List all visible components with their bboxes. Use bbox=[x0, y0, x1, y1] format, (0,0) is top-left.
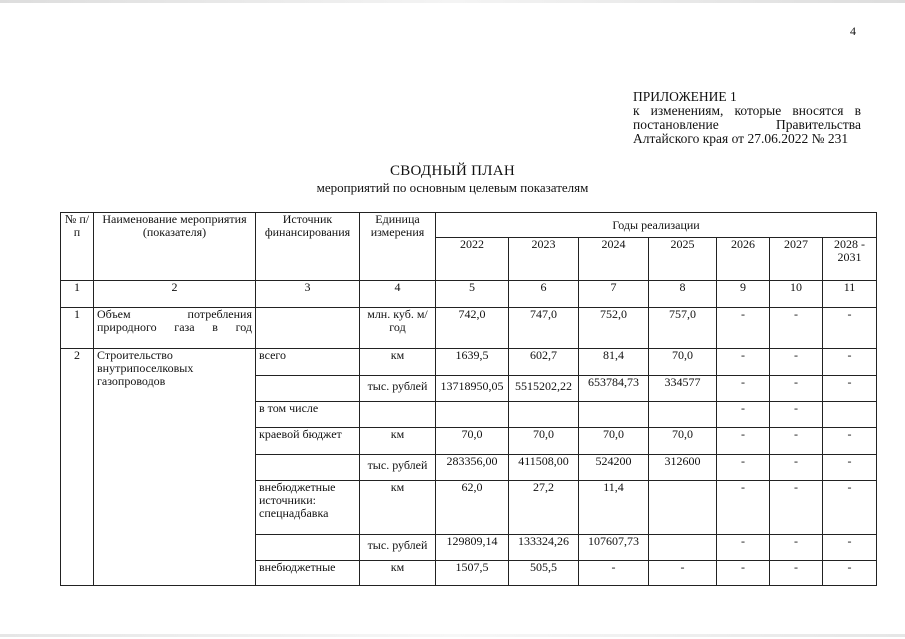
row-value: - bbox=[717, 428, 770, 455]
row-value: - bbox=[717, 402, 770, 428]
col-num: 10 bbox=[770, 281, 823, 308]
row-value: - bbox=[823, 455, 877, 481]
row-source: внебюджетные bbox=[256, 561, 360, 586]
row-unit: тыс. рублей bbox=[360, 535, 436, 561]
header-unit: Единица измерения bbox=[360, 213, 436, 281]
row-no: 2 bbox=[61, 349, 94, 586]
scan-edge-top bbox=[0, 0, 905, 3]
row-value: - bbox=[717, 481, 770, 535]
row-value bbox=[649, 402, 717, 428]
row-unit: тыс. рублей bbox=[360, 376, 436, 402]
row-source: всего bbox=[256, 349, 360, 376]
row-value: 1639,5 bbox=[436, 349, 509, 376]
row-value: - bbox=[770, 535, 823, 561]
row-unit bbox=[360, 402, 436, 428]
row-value: - bbox=[770, 376, 823, 402]
row-value: - bbox=[717, 308, 770, 349]
row-value: 411508,00 bbox=[509, 455, 579, 481]
row-value: 747,0 bbox=[509, 308, 579, 349]
row-value: - bbox=[770, 308, 823, 349]
row-source: внебюджетные источники: спецнадбавка bbox=[256, 481, 360, 535]
row-source: краевой бюджет bbox=[256, 428, 360, 455]
header-name: Наименование мероприятия (показателя) bbox=[94, 213, 256, 281]
table-row bbox=[61, 308, 877, 349]
row-source bbox=[256, 535, 360, 561]
col-num: 11 bbox=[823, 281, 877, 308]
scan-edge-bottom bbox=[0, 634, 905, 637]
row-value: 752,0 bbox=[579, 308, 649, 349]
row-value bbox=[823, 402, 877, 428]
appendix-block bbox=[633, 90, 861, 146]
row-source bbox=[256, 308, 360, 349]
row-value: - bbox=[717, 349, 770, 376]
row-value: 334577 bbox=[649, 376, 717, 402]
row-value: 5515202,22 bbox=[509, 376, 579, 402]
row-value: 13718950,05 bbox=[436, 376, 509, 402]
col-num: 9 bbox=[717, 281, 770, 308]
row-value: - bbox=[717, 561, 770, 586]
row-value: 505,5 bbox=[509, 561, 579, 586]
row-value: 11,4 bbox=[579, 481, 649, 535]
row-value: - bbox=[717, 535, 770, 561]
col-num: 7 bbox=[579, 281, 649, 308]
row-value: - bbox=[823, 481, 877, 535]
col-num: 1 bbox=[61, 281, 94, 308]
col-num: 6 bbox=[509, 281, 579, 308]
col-num: 5 bbox=[436, 281, 509, 308]
row-value bbox=[649, 535, 717, 561]
year-2026: 2026 bbox=[717, 238, 770, 281]
row-value: - bbox=[717, 455, 770, 481]
row-value: 62,0 bbox=[436, 481, 509, 535]
row-value bbox=[579, 402, 649, 428]
row-value: 757,0 bbox=[649, 308, 717, 349]
row-value: 107607,73 bbox=[579, 535, 649, 561]
row-unit: тыс. рублей bbox=[360, 455, 436, 481]
year-2024: 2024 bbox=[579, 238, 649, 281]
row-value: 1507,5 bbox=[436, 561, 509, 586]
row-value: 312600 bbox=[649, 455, 717, 481]
row-value: - bbox=[770, 561, 823, 586]
row-value: - bbox=[770, 402, 823, 428]
row-value: 653784,73 bbox=[579, 376, 649, 402]
row-value: - bbox=[649, 561, 717, 586]
row-value: 70,0 bbox=[579, 428, 649, 455]
col-num: 8 bbox=[649, 281, 717, 308]
row-unit: км bbox=[360, 428, 436, 455]
row-source bbox=[256, 376, 360, 402]
row-value: 27,2 bbox=[509, 481, 579, 535]
year-2028-2031: 2028 - 2031 bbox=[823, 238, 877, 281]
row-value bbox=[509, 402, 579, 428]
header-source: Источник финансирования bbox=[256, 213, 360, 281]
row-unit: км bbox=[360, 349, 436, 376]
row-value: 70,0 bbox=[436, 428, 509, 455]
row-value: - bbox=[823, 376, 877, 402]
row-unit: км bbox=[360, 561, 436, 586]
header-no: № п/п bbox=[61, 213, 94, 281]
page-number: 4 bbox=[850, 24, 856, 38]
row-no: 1 bbox=[61, 308, 94, 349]
row-value: 81,4 bbox=[579, 349, 649, 376]
col-num: 2 bbox=[94, 281, 256, 308]
row-value: 133324,26 bbox=[509, 535, 579, 561]
year-2025: 2025 bbox=[649, 238, 717, 281]
row-value: 742,0 bbox=[436, 308, 509, 349]
row-value: - bbox=[770, 349, 823, 376]
row-value: - bbox=[770, 481, 823, 535]
table-row bbox=[61, 349, 877, 376]
document-title: СВОДНЫЙ ПЛАН bbox=[389, 163, 516, 179]
row-value bbox=[436, 402, 509, 428]
table-header-row bbox=[61, 213, 877, 238]
row-value: 602,7 bbox=[509, 349, 579, 376]
row-value: 70,0 bbox=[509, 428, 579, 455]
summary-plan-table bbox=[60, 212, 877, 586]
year-2023: 2023 bbox=[509, 238, 579, 281]
row-value: - bbox=[823, 308, 877, 349]
row-value: - bbox=[770, 428, 823, 455]
col-num: 4 bbox=[360, 281, 436, 308]
row-value: - bbox=[823, 428, 877, 455]
year-2027: 2027 bbox=[770, 238, 823, 281]
row-unit: км bbox=[360, 481, 436, 535]
header-years: Годы реализации bbox=[436, 213, 877, 238]
row-source bbox=[256, 455, 360, 481]
row-value: - bbox=[823, 535, 877, 561]
row-name: Объем потребления природного газа в год bbox=[94, 308, 256, 349]
row-value: - bbox=[823, 349, 877, 376]
row-source: в том числе bbox=[256, 402, 360, 428]
appendix-title: ПРИЛОЖЕНИЕ 1 bbox=[633, 89, 737, 104]
row-name: Строительство внутрипоселковых газопроводов bbox=[94, 349, 256, 586]
col-num: 3 bbox=[256, 281, 360, 308]
row-value: - bbox=[823, 561, 877, 586]
row-value: 129809,14 bbox=[436, 535, 509, 561]
row-unit: млн. куб. м/год bbox=[360, 308, 436, 349]
row-value: - bbox=[770, 455, 823, 481]
appendix-text: к изменениям, которые вносятся в постановление Правительства Алтайского края от 27.06.2022 № 231 bbox=[633, 103, 861, 146]
year-2022: 2022 bbox=[436, 238, 509, 281]
document-subtitle: мероприятий по основным целевым показателям bbox=[316, 180, 589, 195]
row-value: 70,0 bbox=[649, 428, 717, 455]
column-number-row bbox=[61, 281, 877, 308]
row-value: - bbox=[717, 376, 770, 402]
row-value bbox=[649, 481, 717, 535]
row-value: 70,0 bbox=[649, 349, 717, 376]
row-value: - bbox=[579, 561, 649, 586]
row-value: 283356,00 bbox=[436, 455, 509, 481]
row-value: 524200 bbox=[579, 455, 649, 481]
